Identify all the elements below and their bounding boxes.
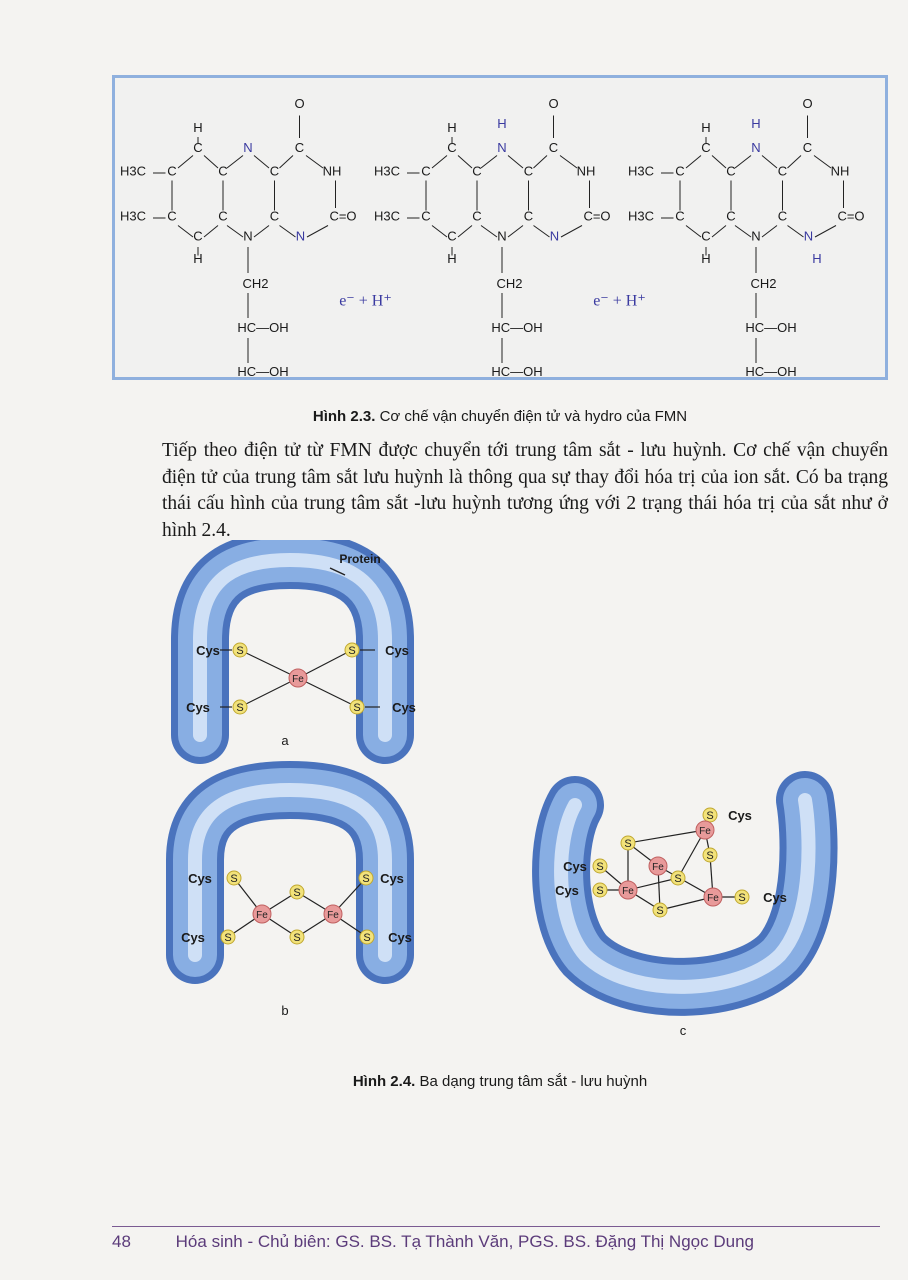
bond-line (712, 226, 726, 238)
hc-oh: HC—OH (745, 320, 797, 335)
hc-oh: HC—OH (491, 364, 543, 377)
atom-n: N (497, 228, 507, 244)
bond-line (227, 156, 243, 169)
carbonyl: C=O (329, 208, 357, 224)
iron-label: Fe (707, 893, 719, 904)
bond-line (306, 156, 323, 169)
atom-c: C (726, 163, 736, 179)
atom-n: N (751, 140, 761, 155)
atom-c: C (701, 228, 711, 244)
reaction-label: e⁻ + H⁺ (593, 292, 646, 310)
paragraph-text: Tiếp theo điện tử từ FMN được chuyển tới trung tâm sắt - lưu huỳnh. Cơ chế vận chuyển điện tử của trung tâm sắt lưu huỳnh là thông qua sự thay đổi hóa trị của ion sắt. Có ba trạng thái cấu hình của trung tâm sắt -lưu huỳnh tương ứng với 2 trạng thái hóa trị của sắt như ở hình 2.4. (162, 440, 888, 541)
bond-line (178, 226, 193, 238)
body-paragraph (112, 438, 888, 544)
bond-line (254, 226, 269, 238)
footer-text: Hóa sinh - Chủ biên: GS. BS. Tạ Thành Văn, PGS. BS. Đặng Thị Ngọc Dung (175, 1232, 754, 1251)
bond-line (254, 156, 269, 169)
panel-label-a: a (281, 733, 289, 748)
atom-n: N (751, 228, 761, 244)
atom-c: C (777, 163, 788, 179)
carbonyl: C=O (583, 208, 611, 224)
sulfur-label: S (236, 645, 244, 657)
atom-h: H (701, 120, 711, 135)
hc-oh: HC—OH (237, 364, 289, 377)
sulfur-label: S (224, 932, 232, 944)
sulfur-label: S (230, 873, 238, 885)
caption-text: Cơ chế vận chuyển điện tử và hydro của FMN (375, 408, 688, 425)
ch2: CH2 (242, 276, 269, 291)
bond-line (280, 156, 294, 169)
bond-line (307, 226, 328, 238)
ch2: CH2 (496, 276, 523, 291)
sulfur-label: S (656, 905, 664, 917)
sulfur-label: S (674, 873, 682, 885)
caption-label: Hình 2.3. (312, 408, 376, 425)
atom-h: H (751, 116, 761, 131)
bond-line (788, 226, 804, 238)
bond-line (432, 156, 447, 169)
cysteine-label: Cys (392, 700, 416, 715)
bond-line (508, 156, 523, 169)
atom-c: C (294, 140, 305, 155)
atom-c: C (218, 163, 228, 179)
atom-n: N (243, 228, 253, 244)
panel-label-b: b (281, 1003, 289, 1018)
atom-h: H (193, 120, 203, 135)
atom-c: C (802, 140, 813, 155)
atom-o: O (802, 96, 813, 111)
sulfur-label: S (293, 932, 301, 944)
atom-o: O (548, 96, 559, 111)
bond-line (481, 226, 497, 238)
atom-n: N (549, 228, 560, 244)
iron-label: Fe (622, 886, 634, 897)
bond-line (240, 650, 298, 678)
methyl: H3C (119, 208, 147, 224)
sulfur-label: S (236, 702, 244, 714)
bond-line (814, 156, 831, 169)
atom-nh: NH (322, 163, 342, 179)
bond-line (204, 226, 218, 238)
bond-line (508, 226, 523, 238)
methyl: H3C (119, 163, 147, 179)
bond-line (534, 156, 548, 169)
protein-label: Protein (339, 552, 381, 566)
bond-line (298, 678, 357, 707)
atom-c: C (269, 208, 280, 224)
sulfur-label: S (293, 887, 301, 899)
iron-label: Fe (699, 826, 711, 837)
atom-c: C (675, 163, 685, 179)
caption-label: Hình 2.4. (352, 1073, 416, 1090)
atom-h: H (447, 251, 457, 266)
atom-c: C (167, 163, 177, 179)
sulfur-label: S (706, 810, 714, 822)
reaction-label: e⁻ + H⁺ (339, 292, 392, 310)
atom-h: H (497, 116, 507, 131)
bond-line (735, 226, 751, 238)
footer-divider (112, 1226, 880, 1227)
atom-c: C (472, 208, 482, 224)
figure-2-3-caption (112, 408, 888, 425)
cysteine-label: Cys (388, 930, 412, 945)
bond-line (628, 830, 705, 843)
sulfur-label: S (624, 838, 632, 850)
page-footer (112, 1232, 888, 1252)
bond-line (762, 226, 777, 238)
bond-line (240, 678, 298, 707)
hc-oh: HC—OH (237, 320, 289, 335)
figure-2-4-caption (112, 1073, 888, 1090)
ch2: CH2 (750, 276, 777, 291)
page-number: 48 (112, 1232, 131, 1251)
sulfur-label: S (596, 885, 604, 897)
cysteine-label: Cys (385, 643, 409, 658)
sulfur-label: S (348, 645, 356, 657)
carbonyl: C=O (837, 208, 865, 224)
atom-c: C (218, 208, 228, 224)
bond-line (686, 226, 701, 238)
atom-c: C (523, 163, 534, 179)
atom-nh: NH (576, 163, 596, 179)
bond-line (686, 156, 701, 169)
methyl: H3C (373, 163, 401, 179)
atom-c: C (421, 208, 431, 224)
bond-line (204, 156, 218, 169)
atom-c: C (675, 208, 685, 224)
iron-label: Fe (292, 674, 304, 685)
atom-o: O (294, 96, 305, 111)
cysteine-label: Cys (563, 859, 587, 874)
bond-line (432, 226, 447, 238)
bond-line (788, 156, 802, 169)
atom-c: C (421, 163, 431, 179)
methyl: H3C (373, 208, 401, 224)
bond-line (561, 226, 582, 238)
atom-n: N (497, 140, 507, 155)
atom-c: C (777, 208, 788, 224)
bond-line (458, 226, 472, 238)
cysteine-label: Cys (555, 883, 579, 898)
atom-c: C (167, 208, 177, 224)
methyl: H3C (627, 163, 655, 179)
cysteine-label: Cys (380, 871, 404, 886)
atom-c: C (701, 140, 711, 155)
iron-label: Fe (327, 910, 339, 921)
sulfur-label: S (596, 861, 604, 873)
atom-c: C (472, 163, 482, 179)
atom-n: N (803, 228, 814, 244)
atom-h: H (812, 251, 822, 266)
iron-label: Fe (256, 910, 268, 921)
hc-oh: HC—OH (491, 320, 543, 335)
bond-line (458, 156, 472, 169)
bond-line (762, 156, 777, 169)
figure-iron-sulfur-centers (0, 540, 908, 1080)
atom-h: H (447, 120, 457, 135)
cysteine-label: Cys (196, 643, 220, 658)
atom-c: C (447, 140, 457, 155)
sulfur-label: S (363, 932, 371, 944)
bond-line (560, 156, 577, 169)
atom-c: C (447, 228, 457, 244)
cysteine-label: Cys (763, 890, 787, 905)
fmn-structures (115, 78, 885, 377)
bond-line (227, 226, 243, 238)
cysteine-label: Cys (728, 808, 752, 823)
atom-n: N (243, 140, 253, 155)
atom-h: H (193, 251, 203, 266)
bond-line (534, 226, 550, 238)
atom-c: C (523, 208, 534, 224)
cysteine-label: Cys (186, 700, 210, 715)
cysteine-label: Cys (188, 871, 212, 886)
panel-label-c: c (679, 1023, 687, 1038)
bond-line (735, 156, 751, 169)
caption-text: Ba dạng trung tâm sắt - lưu huỳnh (415, 1073, 648, 1090)
bond-line (280, 226, 296, 238)
atom-h: H (701, 251, 711, 266)
atom-nh: NH (830, 163, 850, 179)
atom-n: N (295, 228, 306, 244)
hc-oh: HC—OH (745, 364, 797, 377)
bond-line (481, 156, 497, 169)
atom-c: C (269, 163, 280, 179)
bond-line (712, 156, 726, 169)
atom-c: C (193, 140, 203, 155)
bond-line (815, 226, 836, 238)
sulfur-label: S (706, 850, 714, 862)
iron-label: Fe (652, 862, 664, 873)
bond-line (178, 156, 193, 169)
atom-c: C (193, 228, 203, 244)
atom-c: C (548, 140, 559, 155)
sulfur-label: S (738, 892, 746, 904)
cysteine-label: Cys (181, 930, 205, 945)
methyl: H3C (627, 208, 655, 224)
figure-fmn-mechanism (112, 75, 888, 380)
sulfur-label: S (353, 702, 361, 714)
atom-c: C (726, 208, 736, 224)
sulfur-label: S (362, 873, 370, 885)
